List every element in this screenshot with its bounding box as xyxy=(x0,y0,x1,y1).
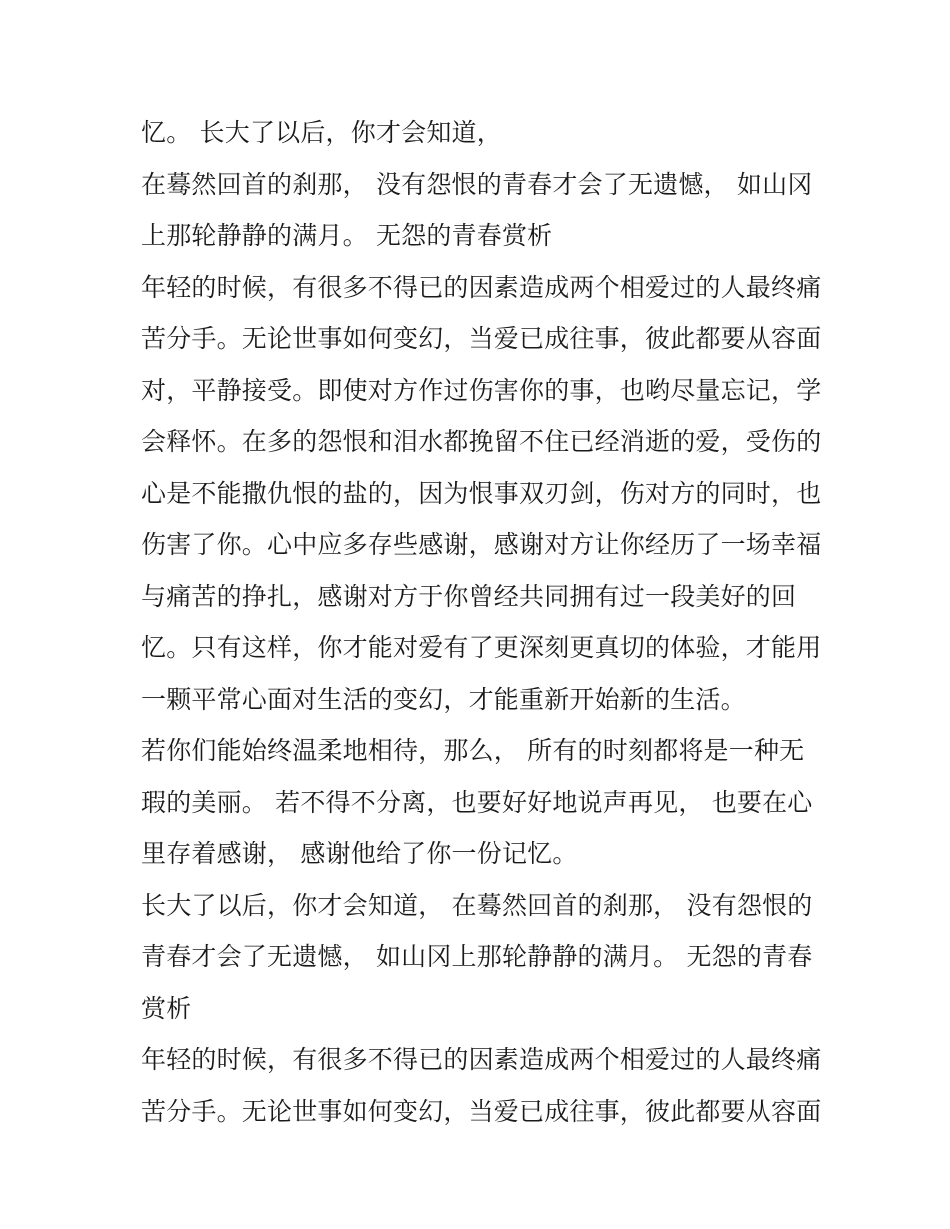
text-line: 苦分手。无论世事如何变幻，当爱已成往事，彼此都要从容面 xyxy=(141,324,822,353)
text-line: 会释怀。在多的怨恨和泪水都挽留不住已经消逝的爱，受伤的 xyxy=(141,427,822,456)
text-line: 赏析 xyxy=(141,993,192,1023)
text-line: 里存着感谢， 感谢他给了你一份记忆。 xyxy=(141,839,578,868)
document-body xyxy=(141,107,821,1137)
text-line: 青春才会了无遗憾， 如山冈上那轮静静的满月。 无怨的青春 xyxy=(141,942,813,971)
text-line: 上那轮静静的满月。 无怨的青春赏析 xyxy=(141,221,553,250)
text-line: 一颗平常心面对生活的变幻，才能重新开始新的生活。 xyxy=(141,684,746,714)
text-line: 心是不能撒仇恨的盐的，因为恨事双刃剑，伤对方的同时，也 xyxy=(141,478,822,508)
text-line: 年轻的时候，有很多不得已的因素造成两个相爱过的人最终痛 xyxy=(141,1045,822,1074)
text-line: 伤害了你。心中应多存些感谢，感谢对方让你经历了一场幸福 xyxy=(141,530,822,559)
text-line: 若你们能始终温柔地相待，那么， 所有的时刻都将是一种无 xyxy=(141,736,805,765)
text-line: 在蓦然回首的刹那， 没有怨恨的青春才会了无遗憾， 如山冈 xyxy=(141,169,813,199)
text-line: 忆。 长大了以后，你才会知道， xyxy=(141,118,502,147)
text-line: 忆。只有这样，你才能对爱有了更深刻更真切的体验，才能用 xyxy=(141,633,822,662)
text-line: 苦分手。无论世事如何变幻，当爱已成往事，彼此都要从容面 xyxy=(141,1096,822,1126)
text-line: 长大了以后，你才会知道， 在蓦然回首的刹那， 没有怨恨的 xyxy=(141,890,813,920)
text-line: 年轻的时候，有很多不得已的因素造成两个相爱过的人最终痛 xyxy=(141,272,822,302)
text-line: 与痛苦的挣扎，感谢对方于你曾经共同拥有过一段美好的回 xyxy=(141,581,797,611)
text-line: 对，平静接受。即使对方作过伤害你的事，也哟尽量忘记，学 xyxy=(141,375,822,405)
text-line: 瑕的美丽。 若不得不分离，也要好好地说声再见， 也要在心 xyxy=(141,787,813,817)
